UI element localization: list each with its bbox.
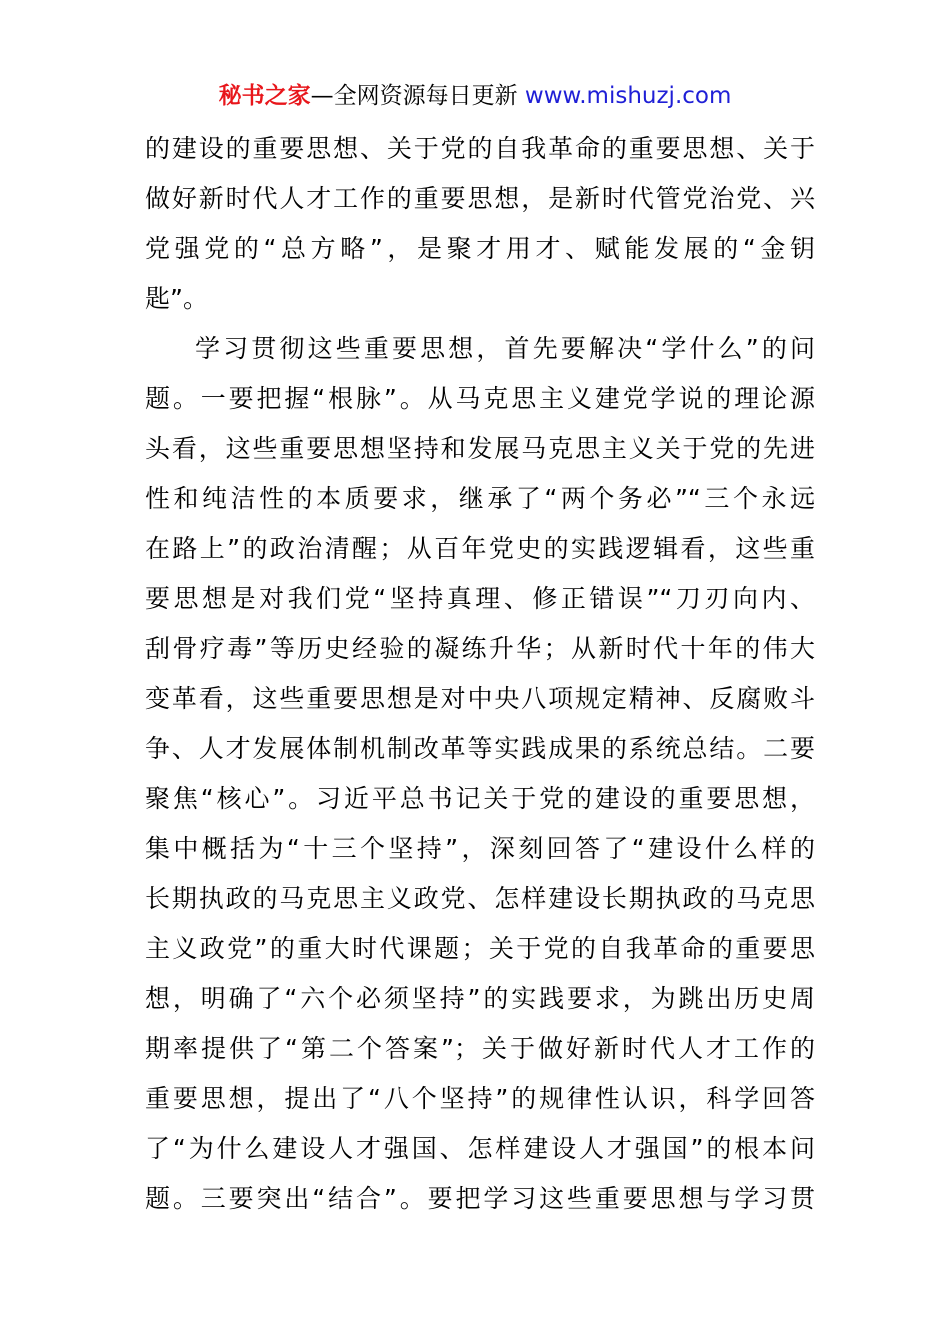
- text-line: 的建设的重要思想、关于党的自我革命的重要思想、关于: [145, 134, 815, 163]
- text-line: 集中概括为“十三个坚持”，深刻回答了“建设什么样的: [145, 834, 815, 863]
- site-url[interactable]: www.mishuzj.com: [524, 83, 732, 109]
- text-line: 题。三要突出“结合”。要把学习这些重要思想与学习贯: [145, 1184, 815, 1213]
- text-line: 题。一要把握“根脉”。从马克思主义建党学说的理论源: [145, 384, 815, 413]
- text-line: 了“为什么建设人才强国、怎样建设人才强国”的根本问: [145, 1134, 815, 1163]
- document-body: [145, 124, 815, 1224]
- brand-name: 秘书之家: [218, 83, 311, 109]
- text-line: 要思想是对我们党“坚持真理、修正错误”“刀刃向内、: [145, 584, 815, 613]
- site-header: [0, 80, 950, 112]
- text-line: 变革看，这些重要思想是对中央八项规定精神、反腐败斗: [145, 684, 815, 713]
- header-tagline: —全网资源每日更新: [310, 83, 525, 109]
- text-line: 长期执政的马克思主义政党、怎样建设长期执政的马克思: [145, 884, 815, 913]
- paragraph-first-line: 学习贯彻这些重要思想，首先要解决“学什么”的问: [195, 334, 815, 363]
- text-line: 重要思想，提出了“八个坚持”的规律性认识，科学回答: [145, 1084, 815, 1113]
- text-line: 刮骨疗毒”等历史经验的凝练升华；从新时代十年的伟大: [145, 634, 815, 663]
- text-line: 聚焦“核心”。习近平总书记关于党的建设的重要思想，: [145, 784, 815, 813]
- text-line: 想，明确了“六个必须坚持”的实践要求，为跳出历史周: [145, 984, 815, 1013]
- text-line: 匙”。: [145, 284, 208, 313]
- text-line: 做好新时代人才工作的重要思想，是新时代管党治党、兴: [145, 184, 815, 213]
- text-line: 党强党的“总方略”，是聚才用才、赋能发展的“金钥: [145, 234, 815, 263]
- text-line: 争、人才发展体制机制改革等实践成果的系统总结。二要: [145, 734, 815, 763]
- text-line: 性和纯洁性的本质要求，继承了“两个务必”“三个永远: [145, 484, 815, 513]
- text-line: 头看，这些重要思想坚持和发展马克思主义关于党的先进: [145, 434, 815, 463]
- text-line: 期率提供了“第二个答案”；关于做好新时代人才工作的: [145, 1034, 815, 1063]
- text-line: 主义政党”的重大时代课题；关于党的自我革命的重要思: [145, 934, 815, 963]
- text-line: 在路上”的政治清醒；从百年党史的实践逻辑看，这些重: [145, 534, 815, 563]
